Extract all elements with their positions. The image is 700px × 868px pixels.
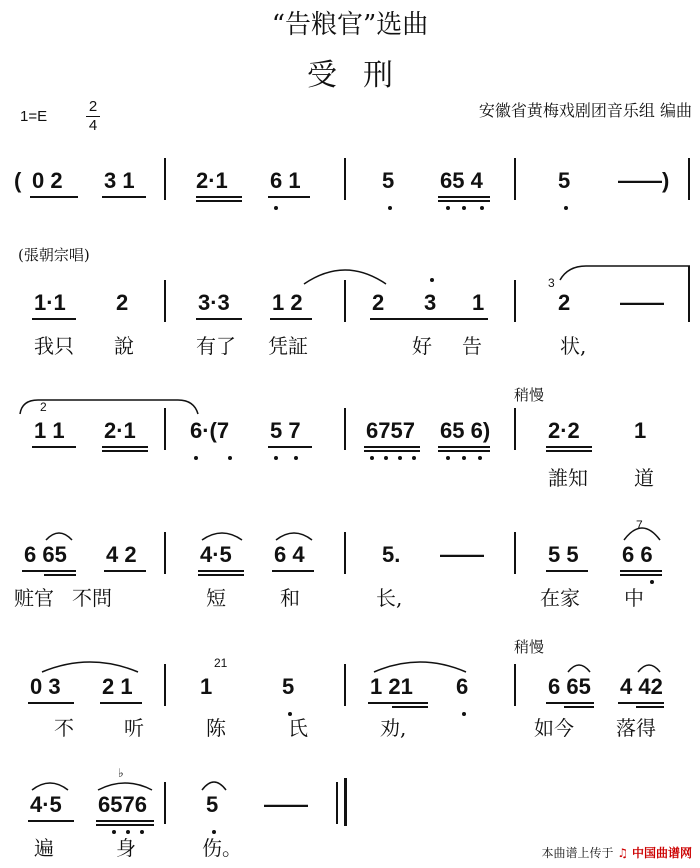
octave-dot <box>398 456 402 460</box>
beam <box>546 570 588 572</box>
octave-dot <box>140 830 144 834</box>
octave-dot <box>462 206 466 210</box>
note: 2·1 <box>104 418 136 443</box>
barline <box>514 664 516 706</box>
beam <box>96 820 154 822</box>
note: 1·1 <box>34 290 66 315</box>
lyric: 长, <box>376 586 403 610</box>
barline <box>344 532 346 574</box>
beam <box>102 450 148 452</box>
note: 3 1 <box>104 168 135 193</box>
song-title: “告粮官”选曲 <box>271 10 429 40</box>
beam <box>564 706 594 708</box>
barline <box>344 664 346 706</box>
slur <box>372 656 468 674</box>
lyric: 告 <box>462 334 482 358</box>
grace-note: 21 <box>214 656 228 670</box>
note: 6 65 <box>24 542 67 567</box>
song-subtitle: 受刑 <box>307 58 419 93</box>
beam <box>270 318 312 320</box>
lyric: 不 <box>54 716 74 740</box>
slur <box>622 518 662 542</box>
octave-dot <box>564 206 568 210</box>
watermark-footer <box>542 844 692 861</box>
tempo-mark: 稍慢 <box>514 386 545 404</box>
beam <box>44 574 76 576</box>
note: 5 <box>282 674 295 699</box>
note: 6·(7 <box>190 418 230 443</box>
barline <box>344 408 346 450</box>
barline <box>164 782 166 824</box>
note: 65 4 <box>440 168 483 193</box>
beam <box>438 446 490 448</box>
note: ( <box>14 168 22 193</box>
beam <box>438 200 490 202</box>
beam <box>438 450 490 452</box>
barline <box>164 280 166 322</box>
beam <box>28 820 74 822</box>
barline <box>514 158 516 200</box>
beam <box>546 446 592 448</box>
octave-dot <box>478 456 482 460</box>
beam <box>104 570 146 572</box>
barline <box>514 280 516 322</box>
slur <box>30 778 70 792</box>
slur <box>300 262 390 286</box>
octave-dot <box>228 456 232 460</box>
note: 6 6 <box>622 542 653 567</box>
beam <box>546 702 594 704</box>
note: 2 <box>116 290 129 315</box>
note: 2·1 <box>196 168 228 193</box>
note: 0 3 <box>30 674 61 699</box>
singer-label: (張朝宗唱) <box>18 246 90 264</box>
octave-dot <box>388 206 392 210</box>
barline <box>344 280 346 322</box>
beam <box>32 446 76 448</box>
octave-dot <box>412 456 416 460</box>
lyric: 和 <box>280 586 300 610</box>
note: 3 <box>424 290 437 315</box>
beam <box>268 446 312 448</box>
note: 1 1 <box>34 418 65 443</box>
slur <box>40 656 140 674</box>
beam <box>102 196 146 198</box>
tempo-mark: 稍慢 <box>514 638 545 656</box>
lyric: 誰知 <box>548 466 588 490</box>
note: 5. <box>382 542 401 567</box>
octave-dot <box>430 278 434 282</box>
note: 1 <box>634 418 647 443</box>
octave-dot <box>194 456 198 460</box>
lyric: 在家 <box>540 586 580 610</box>
slur <box>274 528 314 542</box>
grace-note: 7 <box>636 518 643 532</box>
octave-dot <box>370 456 374 460</box>
beam <box>620 570 662 572</box>
note: —— <box>264 792 308 817</box>
beam <box>636 706 664 708</box>
site-name[interactable]: 中国曲谱网 <box>631 846 692 860</box>
note: 2 <box>372 290 385 315</box>
lyric: 短 <box>206 586 226 610</box>
lyric: 氏 <box>288 716 308 740</box>
beam <box>102 446 148 448</box>
barline <box>514 408 516 450</box>
lyric: 伤。 <box>202 836 242 860</box>
beam <box>364 450 420 452</box>
tie <box>18 396 200 416</box>
lyric: 好 <box>412 334 432 358</box>
note: 5 <box>382 168 395 193</box>
octave-dot <box>446 206 450 210</box>
lyric: 遍 <box>34 836 54 860</box>
octave-dot <box>462 712 466 716</box>
note: 1 <box>472 290 485 315</box>
beam <box>196 318 242 320</box>
note: 4 2 <box>106 542 137 567</box>
note: 0 2 <box>32 168 63 193</box>
beam <box>196 196 242 198</box>
lyric: 劝, <box>380 716 407 740</box>
beam <box>100 702 142 704</box>
note: 2·2 <box>548 418 580 443</box>
lyric: 道 <box>634 466 654 490</box>
lyric: 有了 <box>196 334 236 358</box>
slur <box>636 660 662 674</box>
lyric: 不問 <box>72 586 112 610</box>
key-signature: 1=E <box>20 108 48 125</box>
footer-text: 本曲谱上传于 <box>541 846 614 860</box>
meter-bottom: 4 <box>86 116 100 135</box>
note: 4·5 <box>200 542 232 567</box>
beam <box>438 196 490 198</box>
barline <box>688 158 690 200</box>
octave-dot <box>274 456 278 460</box>
lyric: 赃官 <box>14 586 54 610</box>
beam <box>620 574 662 576</box>
lyric: 听 <box>124 716 144 740</box>
note: 6757 <box>366 418 415 443</box>
note: 2 <box>558 290 571 315</box>
note: 4·5 <box>30 792 62 817</box>
note: 6 1 <box>270 168 301 193</box>
beam <box>196 200 242 202</box>
beam <box>22 570 76 572</box>
note: 5 7 <box>270 418 301 443</box>
note: 2 1 <box>102 674 133 699</box>
barline <box>164 664 166 706</box>
note: 65 6) <box>440 418 491 443</box>
note: 4 42 <box>620 674 663 699</box>
beam <box>368 702 428 704</box>
octave-dot <box>294 456 298 460</box>
slur <box>44 528 74 542</box>
beam <box>30 196 78 198</box>
beam <box>364 446 420 448</box>
composer-credit: 安徽省黄梅戏剧团音乐组 编曲 <box>478 101 692 120</box>
lyric: 如今 <box>534 716 574 740</box>
note: 1 21 <box>370 674 413 699</box>
octave-dot <box>650 580 654 584</box>
note: 6576 <box>98 792 147 817</box>
barline <box>344 158 346 200</box>
lyric: 說 <box>114 334 134 358</box>
note: 6 <box>456 674 469 699</box>
note: 5 5 <box>548 542 579 567</box>
site-logo-icon: ♫ <box>617 846 629 860</box>
beam <box>546 450 592 452</box>
lyric: 陈 <box>206 716 226 740</box>
beam <box>370 318 488 320</box>
octave-dot <box>462 456 466 460</box>
grace-note: 3 <box>548 276 555 290</box>
meter-top: 2 <box>88 98 98 115</box>
grace-note: 2 <box>40 400 47 414</box>
lyric: 落得 <box>616 716 656 740</box>
note: 3·3 <box>198 290 230 315</box>
note: —— <box>440 542 484 567</box>
time-signature <box>86 98 100 135</box>
note: 5 <box>558 168 571 193</box>
note: 1 <box>200 674 213 699</box>
slur <box>200 528 244 542</box>
beam <box>32 318 76 320</box>
beam <box>198 574 244 576</box>
beam <box>272 570 314 572</box>
slur <box>566 660 592 674</box>
beam <box>618 702 664 704</box>
beam <box>96 824 154 826</box>
beam <box>392 706 428 708</box>
beam <box>198 570 244 572</box>
barline <box>164 532 166 574</box>
tie <box>556 262 692 282</box>
final-barline <box>344 778 347 826</box>
lyric: 状, <box>560 334 587 358</box>
octave-dot <box>384 456 388 460</box>
octave-dot <box>446 456 450 460</box>
note: ——) <box>618 168 670 193</box>
note: 6 65 <box>548 674 591 699</box>
note: 5 <box>206 792 219 817</box>
slur <box>96 778 154 792</box>
beam <box>28 702 74 704</box>
lyric: 凭証 <box>268 334 308 358</box>
octave-dot <box>480 206 484 210</box>
note: 6 4 <box>274 542 305 567</box>
beam <box>268 196 310 198</box>
barline <box>336 782 338 824</box>
lyric: 中 <box>624 586 644 610</box>
octave-dot <box>274 206 278 210</box>
lyric: 身 <box>116 836 136 860</box>
note: —— <box>620 290 664 315</box>
barline <box>164 158 166 200</box>
slur <box>200 776 228 792</box>
flat-sign-icon: ♭ <box>118 766 124 780</box>
note: 1 2 <box>272 290 303 315</box>
lyric: 我只 <box>34 334 74 358</box>
barline <box>514 532 516 574</box>
